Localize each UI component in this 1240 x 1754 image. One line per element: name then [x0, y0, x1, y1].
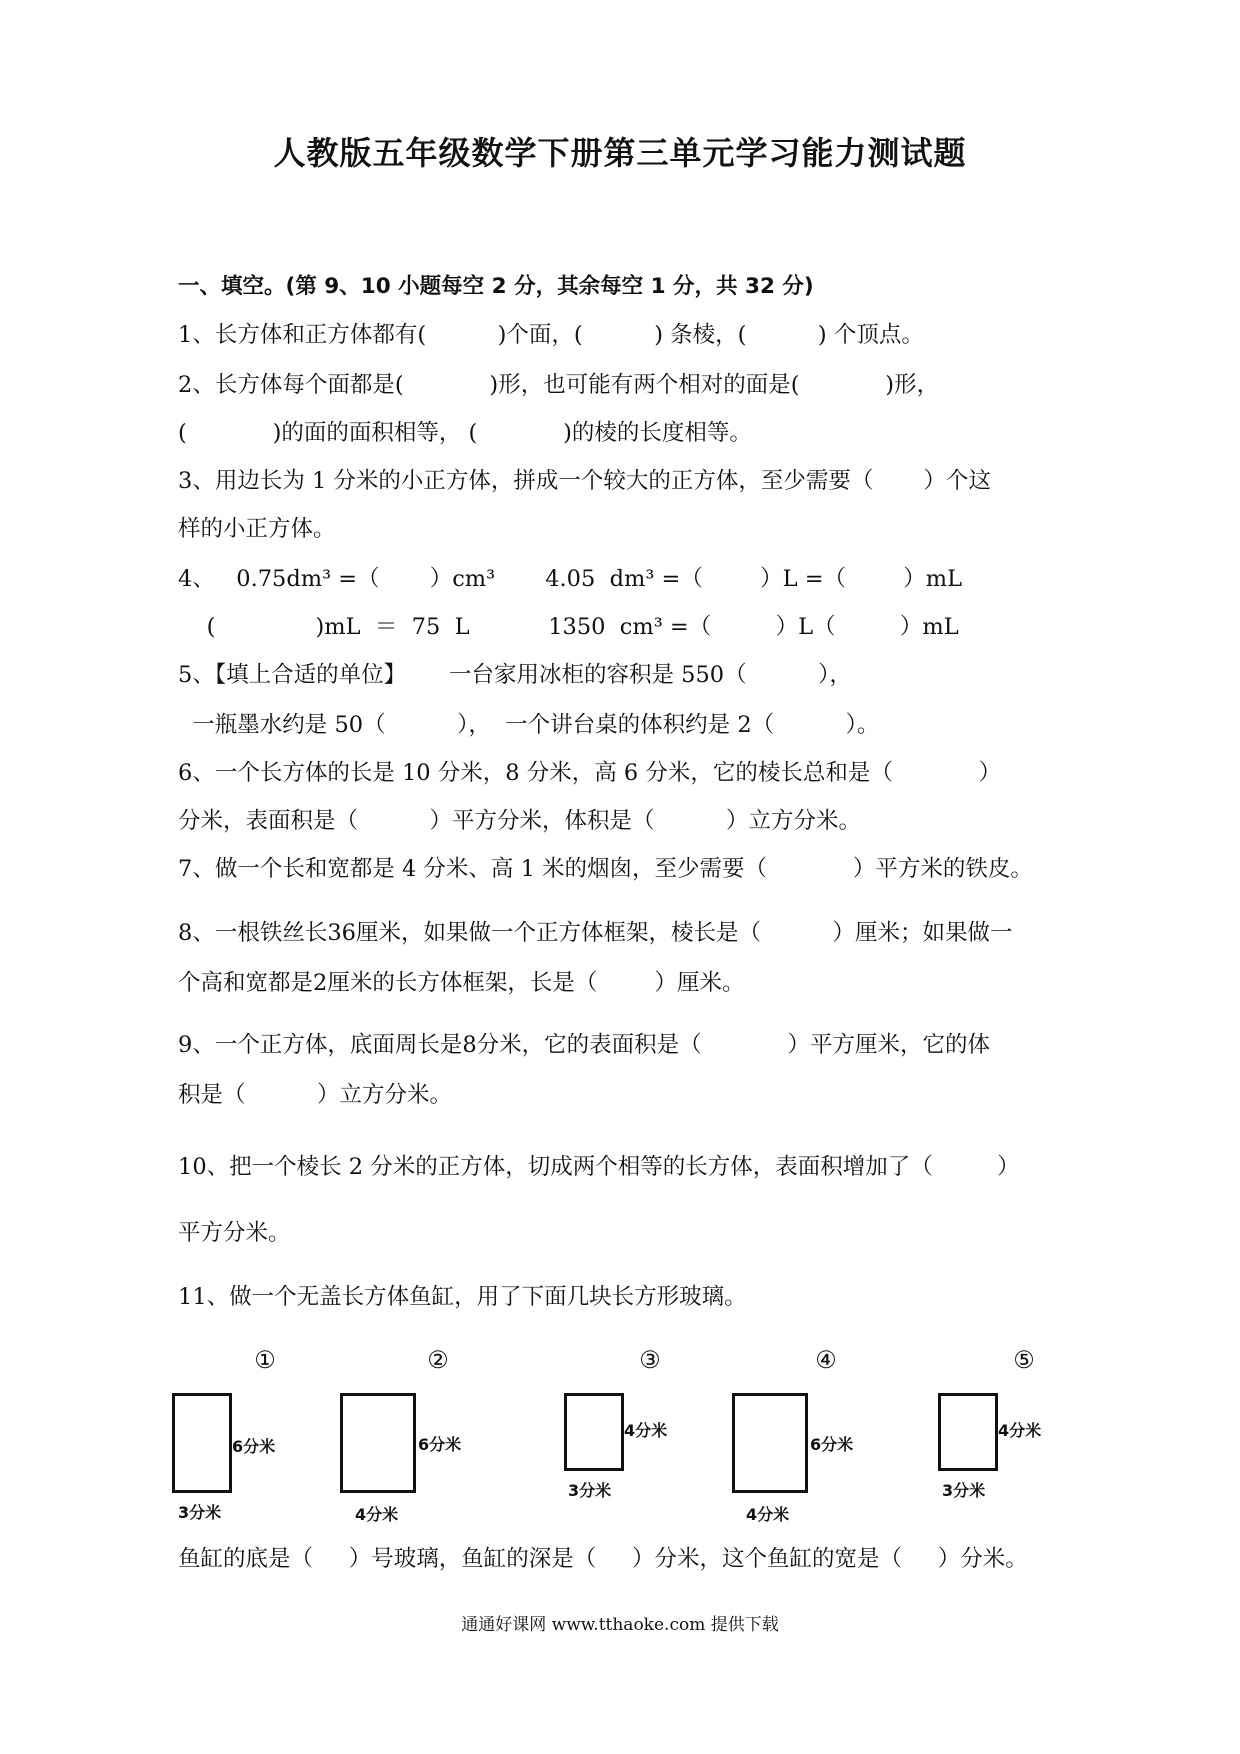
- glass-4-height: 6分米: [810, 1435, 854, 1454]
- glass-5-height: 4分米: [998, 1421, 1042, 1440]
- glass-4-width: 4分米: [746, 1505, 790, 1524]
- question-5-line-1: 5、【填上合适的单位】 一台家用冰柜的容积是 550（ ），: [178, 662, 852, 688]
- question-9-line-2: 积是（ ）立方分米。: [178, 1082, 453, 1108]
- question-11: 11、做一个无盖长方体鱼缸，用了下面几块长方形玻璃。: [178, 1284, 747, 1310]
- glass-4-rect: [732, 1393, 808, 1493]
- glass-2-label: ②: [427, 1346, 449, 1374]
- glass-4-label: ④: [815, 1346, 837, 1374]
- question-9-line-1: 9、一个正方体，底面周长是8分米，它的表面积是（ ）平方厘米，它的体: [178, 1032, 990, 1058]
- footer-text: 通通好课网 www.tthaoke.com 提供下载: [461, 1615, 779, 1635]
- glass-3-rect: [564, 1393, 624, 1471]
- question-10-line-1: 10、把一个棱长 2 分米的正方体，切成两个相等的长方体，表面积增加了（ ）: [178, 1154, 1020, 1180]
- question-4-line-1: 4、 0.75dm³ =（ ）cm³ 4.05 dm³ =（ ）L =（ ）mL: [178, 566, 963, 592]
- glass-5-label: ⑤: [1013, 1346, 1035, 1374]
- glass-3-label: ③: [639, 1346, 661, 1374]
- question-10-line-2: 平方分米。: [178, 1220, 291, 1246]
- question-4-line-2: ( )mL ＝ 75 L 1350 cm³ =（ ）L（ ）mL: [178, 614, 959, 640]
- glass-1-width: 3分米: [178, 1503, 222, 1522]
- glass-1-label: ①: [254, 1346, 276, 1374]
- question-7: 7、做一个长和宽都是 4 分米、高 1 米的烟囱，至少需要（ ）平方米的铁皮。: [178, 856, 1033, 882]
- glass-3-width: 3分米: [568, 1481, 612, 1500]
- question-8-line-2: 个高和宽都是2厘米的长方体框架，长是（ ）厘米。: [178, 970, 745, 996]
- glass-5-width: 3分米: [942, 1481, 986, 1500]
- section-heading: 一、填空。(第 9、10 小题每空 2 分，其余每空 1 分，共 32 分): [178, 274, 814, 299]
- glass-5-rect: [938, 1393, 998, 1471]
- question-6-line-2: 分米，表面积是（ ）平方分米，体积是（ ）立方分米。: [178, 808, 862, 834]
- question-2-line-1: 2、长方体每个面都是( )形，也可能有两个相对的面是( )形，: [178, 372, 940, 398]
- glass-3-height: 4分米: [624, 1421, 668, 1440]
- question-5-line-2: 一瓶墨水约是 50（ ）， 一个讲台桌的体积约是 2（ ）。: [178, 712, 880, 738]
- question-6-line-1: 6、一个长方体的长是 10 分米，8 分米，高 6 分米，它的棱长总和是（ ）: [178, 760, 1002, 786]
- glass-2-rect: [340, 1393, 416, 1493]
- question-3-line-2: 样的小正方体。: [178, 516, 336, 542]
- question-11-answer: 鱼缸的底是（ ）号玻璃，鱼缸的深是（ ）分米，这个鱼缸的宽是（ ）分米。: [178, 1546, 1028, 1572]
- question-1: 1、长方体和正方体都有( )个面，( ) 条棱，( ) 个顶点。: [178, 322, 924, 348]
- glass-1-rect: [172, 1393, 232, 1493]
- glass-2-height: 6分米: [418, 1435, 462, 1454]
- glass-2-width: 4分米: [355, 1505, 399, 1524]
- question-3-line-1: 3、用边长为 1 分米的小正方体，拼成一个较大的正方体，至少需要（ ）个这: [178, 468, 992, 494]
- page-title: 人教版五年级数学下册第三单元学习能力测试题: [273, 134, 967, 172]
- glass-1-height: 6分米: [232, 1437, 276, 1456]
- question-8-line-1: 8、一根铁丝长36厘米，如果做一个正方体框架，棱长是（ ）厘米；如果做一: [178, 920, 1013, 946]
- question-2-line-2: ( )的面的面积相等， ( )的棱的长度相等。: [178, 420, 752, 446]
